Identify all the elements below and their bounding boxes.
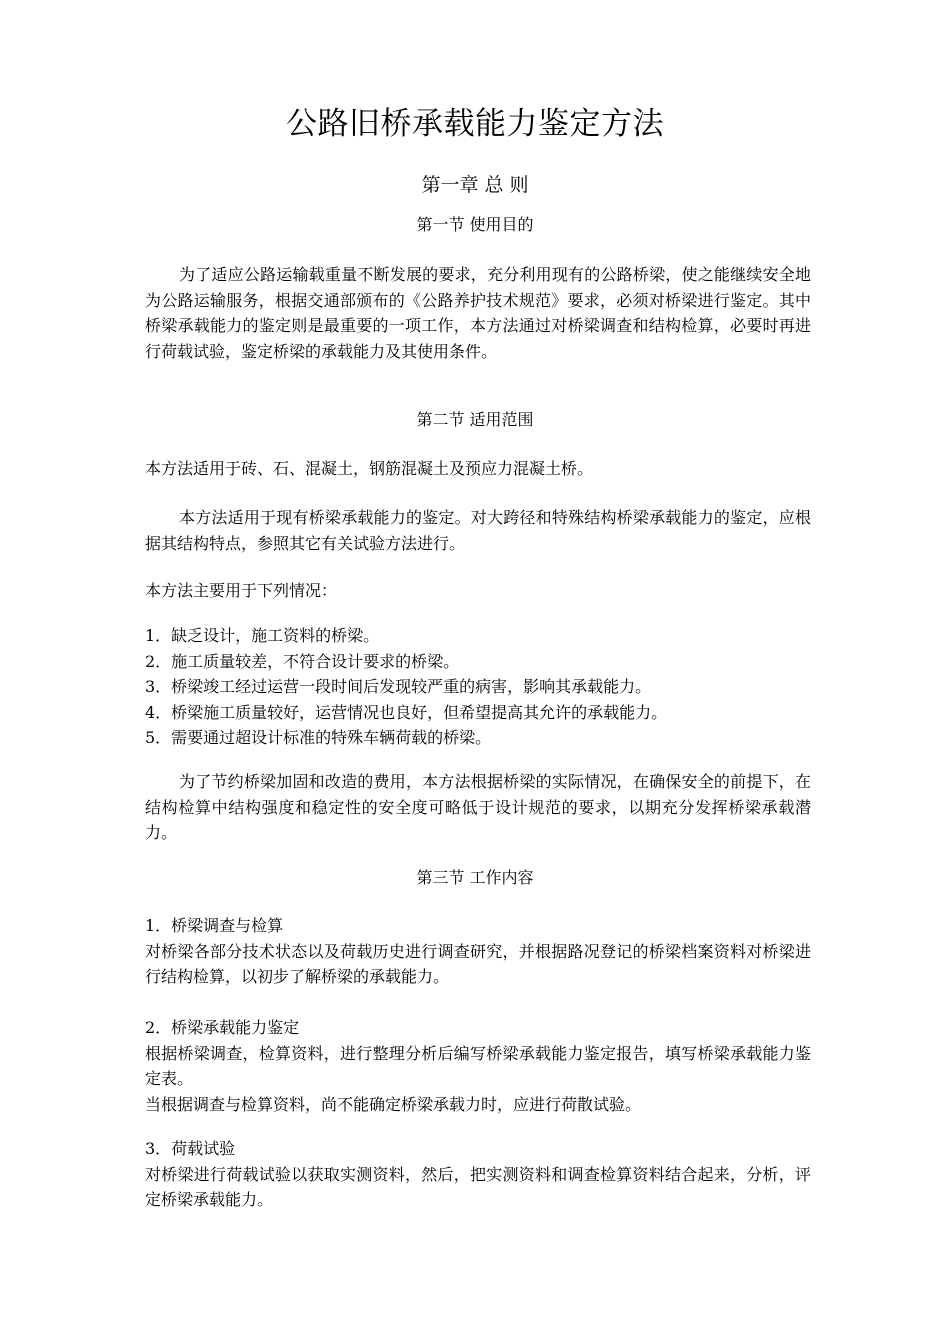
work-item-3-title: 3．荷载试验	[145, 1139, 236, 1158]
list-item: 1．缺乏设计，施工资料的桥梁。	[145, 626, 380, 645]
purpose-text: 为了适应公路运输载重量不断发展的要求，充分利用现有的公路桥梁，使之能继续安全地为公路运输服务，根据交通部颁布的《公路养护技术规范》要求，必须对桥梁进行鉴定。其中桥梁承载能力的鉴定则是最重要的一项工作，本方法通过对桥梁调查和结构检算，必要时再进行荷载试验，鉴定桥梁的承载能力及其使用条件。	[145, 265, 811, 361]
work-item-1	[145, 913, 811, 990]
chapter-heading: 第一章 总 则	[421, 174, 529, 196]
scope-paragraph-3	[145, 578, 811, 604]
work-item-2-text-1: 根据桥梁调查，检算资料，进行整理分析后编写桥梁承载能力鉴定报告，填写桥梁承载能力鉴定表。	[145, 1043, 811, 1088]
purpose-paragraph	[145, 262, 811, 364]
work-item-2	[145, 1015, 811, 1117]
scope-text-4: 为了节约桥梁加固和改造的费用，本方法根据桥梁的实际情况，在确保安全的前提下，在结构检算中结构强度和稳定性的安全度可略低于设计规范的要求，以期充分发挥桥梁承载潜力。	[145, 772, 811, 842]
scope-text-1: 本方法适用于砖、石、混凝土，钢筋混凝土及预应力混凝土桥。	[145, 459, 594, 478]
list-item: 3．桥梁竣工经过运营一段时间后发现较严重的病害，影响其承载能力。	[145, 677, 652, 696]
section-heading-scope: 第二节 适用范围	[416, 410, 534, 429]
work-item-1-text: 对桥梁各部分技术状态以及荷载历史进行调查研究，并根据路况登记的桥梁档案资料对桥梁进行结构检算，以初步了解桥梁的承载能力。	[145, 941, 811, 986]
work-item-2-title: 2．桥梁承载能力鉴定	[145, 1018, 300, 1037]
section-heading-work-content: 第三节 工作内容	[416, 868, 534, 887]
scope-paragraph-2	[145, 505, 811, 556]
scope-paragraph-4	[145, 769, 811, 846]
list-item: 4．桥梁施工质量较好，运营情况也良好，但希望提高其允许的承载能力。	[145, 702, 668, 722]
document-title: 公路旧桥承载能力鉴定方法	[286, 106, 664, 142]
list-item: 5．需要通过超设计标准的特殊车辆荷载的桥梁。	[145, 728, 492, 747]
work-item-3	[145, 1136, 811, 1213]
list-item: 2．施工质量较差，不符合设计要求的桥梁。	[145, 651, 460, 671]
work-item-2-text-2: 当根据调查与检算资料，尚不能确定桥梁承载力时，应进行荷散试验。	[145, 1094, 642, 1114]
section-heading-purpose: 第一节 使用目的	[416, 215, 534, 234]
scope-paragraph-1	[145, 456, 811, 482]
work-item-1-title: 1．桥梁调查与检算	[145, 916, 284, 935]
scope-case-list	[145, 623, 811, 751]
work-item-3-text: 对桥梁进行荷载试验以获取实测资料，然后，把实测资料和调查检算资料结合起来，分析，评定桥梁承载能力。	[145, 1164, 811, 1209]
scope-text-2: 本方法适用于现有桥梁承载能力的鉴定。对大跨径和特殊结构桥梁承载能力的鉴定，应根据其结构特点，参照其它有关试验方法进行。	[145, 508, 811, 553]
scope-text-3: 本方法主要用于下列情况：	[145, 581, 338, 600]
